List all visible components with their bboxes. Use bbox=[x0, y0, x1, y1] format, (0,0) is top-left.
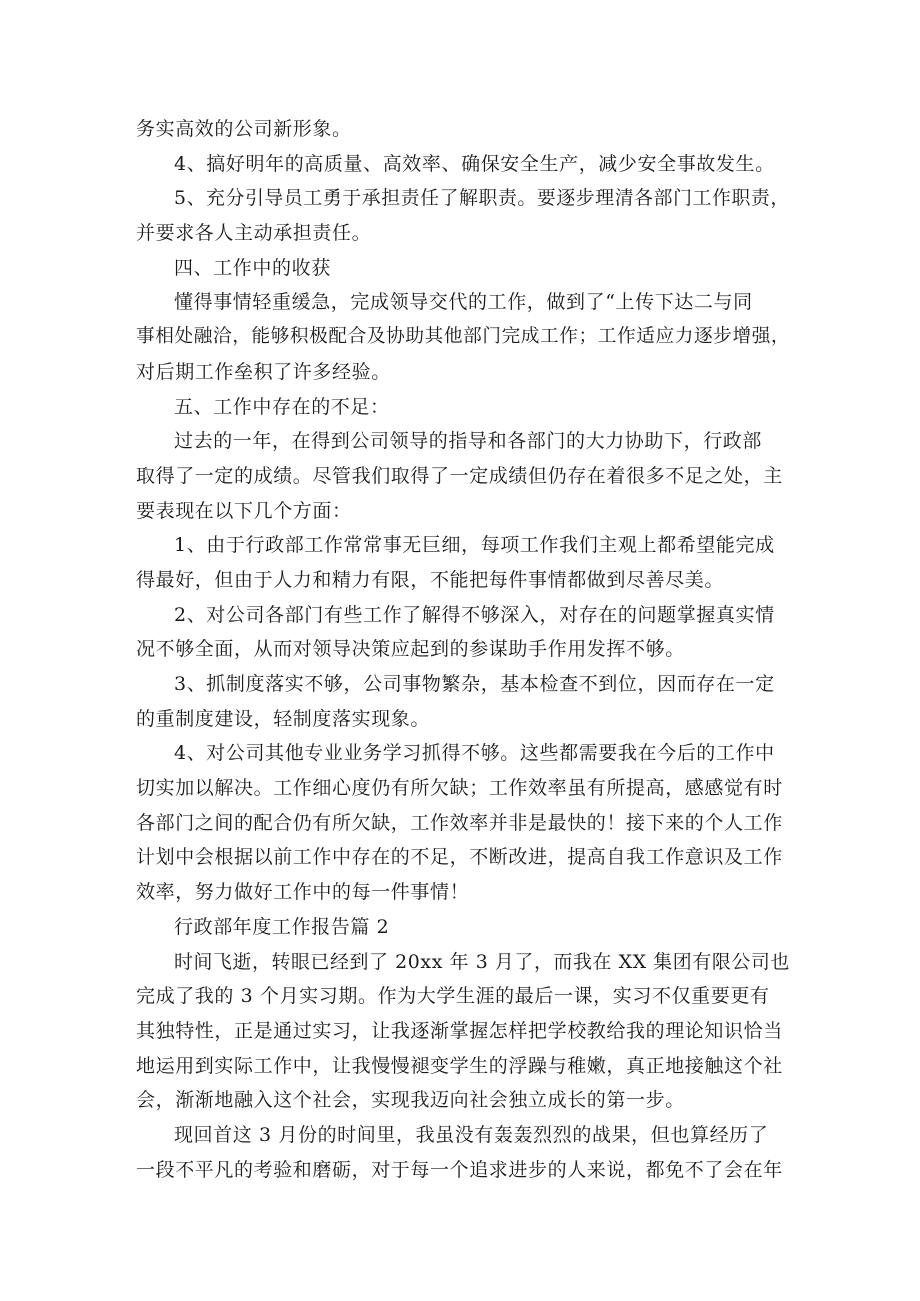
text-line: 3、抓制度落实不够，公司事物繁杂，基本检查不到位，因而存在一定 bbox=[174, 673, 775, 695]
text-line: 况不够全面，从而对领导决策应起到的参谋助手作用发挥不够。 bbox=[136, 638, 685, 661]
text-line: 过去的一年，在得到公司领导的指导和各部门的大力协助下，行政部 bbox=[174, 430, 763, 453]
text-line: 对后期工作垒积了许多经验。 bbox=[136, 360, 391, 383]
text-line: 4、对公司其他专业业务学习抓得不够。这些都需要我在今后的工作中 bbox=[174, 742, 775, 765]
section-heading: 四、工作中的收获 bbox=[174, 256, 331, 279]
section-heading: 五、工作中存在的不足： bbox=[174, 395, 390, 418]
text-line: 要表现在以下几个方面： bbox=[136, 499, 352, 522]
text-line: 4、搞好明年的高质量、高效率、确保安全生产，减少安全事故发生。 bbox=[174, 152, 775, 175]
text-line: 得最好，但由于人力和精力有限，不能把每件事情都做到尽善尽美。 bbox=[136, 568, 725, 591]
text-line: 并要求各人主动承担责任。 bbox=[136, 222, 372, 245]
text-line: 1、由于行政部工作常常事无巨细，每项工作我们主观上都希望能完成 bbox=[174, 534, 775, 557]
text-line: 事相处融洽，能够积极配合及协助其他部门完成工作；工作适应力逐步增强， bbox=[136, 326, 791, 348]
text-line: 的重制度建设，轻制度落实现象。 bbox=[136, 707, 431, 730]
text-line: 会，渐渐地融入这个社会，实现我迈向社会独立成长的第一步。 bbox=[136, 1089, 685, 1112]
text-line: 其独特性，正是通过实习，让我逐渐掌握怎样把学校教给我的理论知识恰当 bbox=[136, 1019, 783, 1042]
text-line: 计划中会根据以前工作中存在的不足，不断改进，提高自我工作意识及工作 bbox=[136, 846, 783, 869]
text-line: 一段不平凡的考验和磨砺，对于每一个追求进步的人来说，都免不了会在年 bbox=[136, 1158, 783, 1181]
text-line: 取得了一定的成绩。尽管我们取得了一定成绩但仍存在着很多不足之处，主 bbox=[136, 464, 783, 487]
text-line: 2、对公司各部门有些工作了解得不够深入，对存在的问题掌握真实情 bbox=[174, 603, 775, 626]
section-heading: 行政部年度工作报告篇 2 bbox=[174, 915, 390, 938]
text-line: 5、充分引导员工勇于承担责任了解职责。要逐步理清各部门工作职责， bbox=[174, 187, 790, 210]
text-line: 效率，努力做好工作中的每一件事情！ bbox=[136, 881, 470, 904]
text-line: 各部门之间的配合仍有所欠缺，工作效率并非是最快的！接下来的个人工作 bbox=[136, 811, 783, 834]
text-line: 完成了我的 3 个月实习期。作为大学生涯的最后一课，实习不仅重要更有 bbox=[136, 985, 770, 1008]
text-line: 切实加以解决。工作细心度仍有所欠缺；工作效率虽有所提高，感感觉有时 bbox=[136, 777, 783, 800]
text-line: 时间飞逝，转眼已经到了 20xx 年 3 月了，而我在 XX 集团有限公司也 bbox=[174, 950, 790, 973]
text-line: 懂得事情轻重缓急，完成领导交代的工作，做到了“上传下达二与同 bbox=[174, 291, 753, 314]
text-line: 务实高效的公司新形象。 bbox=[136, 118, 352, 140]
document-page bbox=[136, 112, 790, 1187]
text-line: 地运用到实际工作中，让我慢慢褪变学生的浮躁与稚嫩，真正地接触这个社 bbox=[136, 1054, 783, 1077]
text-line: 现回首这 3 月份的时间里，我虽没有轰轰烈烈的战果，但也算经历了 bbox=[174, 1123, 769, 1146]
